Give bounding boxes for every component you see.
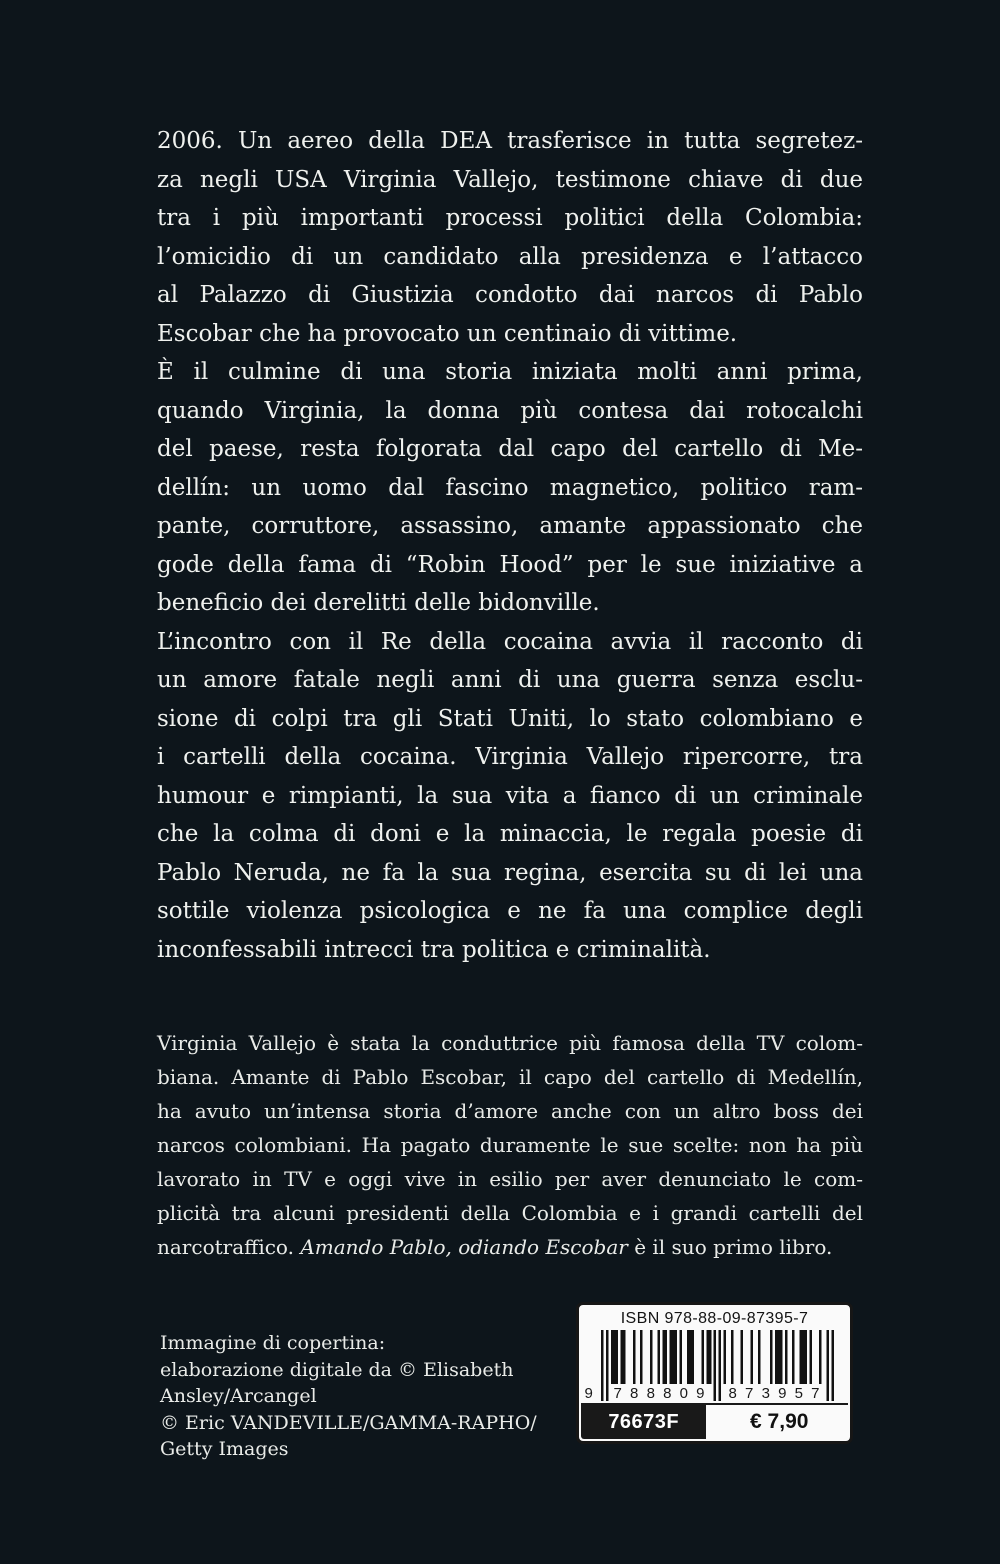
isbn-barcode-box xyxy=(576,1302,853,1444)
text-line: Escobar che ha provocato un centinaio di vittime. xyxy=(157,320,738,347)
barcode-first-digit: 9 xyxy=(584,1385,593,1402)
text-line: ha avuto un’intensa storia d’amore anche con un altro boss dei xyxy=(157,1099,863,1123)
barcode-left-digits xyxy=(609,1384,710,1403)
text-line: Ansley/Arcangel xyxy=(160,1385,317,1407)
text-line: humour e rimpianti, la sua vita a fianco di un criminale xyxy=(157,782,863,809)
barcode-digit: 8 xyxy=(630,1385,639,1402)
barcode-digit: 7 xyxy=(613,1385,622,1402)
text-line: È il culmine di una storia iniziata molti anni prima, xyxy=(157,359,863,385)
text-line: Pablo Neruda, ne fa la sua regina, esercita su di lei una xyxy=(157,859,863,886)
barcode-digit: 0 xyxy=(679,1385,688,1402)
text-line: elaborazione digitale da © Elisabeth xyxy=(160,1358,514,1381)
barcode-digit: 9 xyxy=(696,1385,705,1402)
text-line: quando Virginia, la donna più contesa dai rotocalchi xyxy=(157,397,863,424)
synopsis-paragraph-3 xyxy=(157,623,863,970)
text-line: Immagine di copertina: xyxy=(160,1332,386,1354)
text-line: che la colma di doni e la minaccia, le regala poesie di xyxy=(157,821,863,847)
barcode-digit: 3 xyxy=(761,1385,770,1402)
author-bio xyxy=(157,1026,863,1264)
text-line: beneficio dei derelitti delle bidonville. xyxy=(157,590,600,616)
book-title-italic: Amando Pablo, odiando Escobar xyxy=(300,1235,628,1259)
text-line: © Eric VANDEVILLE/GAMMA-RAPHO/ xyxy=(160,1411,537,1434)
text-line: al Palazzo di Giustizia condotto dai narcos di Pablo xyxy=(157,282,863,308)
barcode-right-digits xyxy=(724,1384,825,1403)
price-row xyxy=(581,1403,848,1439)
synopsis-paragraph-1 xyxy=(157,122,863,353)
barcode xyxy=(583,1330,847,1403)
text-line: L’incontro con il Re della cocaina avvia il racconto di xyxy=(157,628,863,655)
synopsis xyxy=(157,122,863,969)
synopsis-paragraph-2 xyxy=(157,353,863,623)
barcode-digit: 8 xyxy=(728,1385,737,1402)
author-bio-lines xyxy=(157,1026,863,1230)
text-line: lavorato in TV e oggi vive in esilio per aver denunciato le com- xyxy=(157,1167,863,1191)
text-line: Virginia Vallejo è stata la conduttrice più famosa della TV colom- xyxy=(157,1031,863,1055)
barcode-digit: 7 xyxy=(745,1385,754,1402)
text-line: biana. Amante di Pablo Escobar, il capo del cartello di Medellín, xyxy=(157,1065,863,1089)
price-label: € 7,90 xyxy=(750,1410,809,1433)
text-line: tra i più importanti processi politici della Colombia: xyxy=(157,205,863,231)
barcode-digit: 8 xyxy=(663,1385,672,1402)
text-line: inconfessabili intrecci tra politica e criminalità. xyxy=(157,936,711,963)
barcode-digit: 7 xyxy=(811,1385,820,1402)
text-line: del paese, resta folgorata dal capo del cartello di Me- xyxy=(157,436,863,462)
text-line: i cartelli della cocaina. Virginia Vallejo ripercorre, tra xyxy=(157,744,863,770)
text-line: un amore fatale negli anni di una guerra senza esclu- xyxy=(157,667,863,693)
text-line: sottile violenza psicologica e ne fa una complice degli xyxy=(157,898,863,924)
bio-text-before-title: narcotraffico. xyxy=(157,1235,301,1259)
text-line: sione di colpi tra gli Stati Uniti, lo stato colombiano e xyxy=(157,705,863,732)
text-line: narcos colombiani. Ha pagato duramente le sue scelte: non ha più xyxy=(157,1133,863,1157)
cover-image-credits xyxy=(160,1330,590,1463)
bio-text-after-title: è il suo primo libro. xyxy=(627,1235,833,1259)
text-line: za negli USA Virginia Vallejo, testimone chiave di due xyxy=(157,166,863,193)
text-line: dellín: un uomo dal fascino magnetico, politico ram- xyxy=(157,474,863,501)
text-line: Getty Images xyxy=(160,1438,289,1460)
barcode-digit: 9 xyxy=(778,1385,787,1402)
barcode-digit: 8 xyxy=(646,1385,655,1402)
barcode-digit: 5 xyxy=(794,1385,803,1402)
author-bio-last-line xyxy=(157,1230,863,1264)
text-line: l’omicidio di un candidato alla presidenza e l’attacco xyxy=(157,243,863,270)
text-line: gode della fama di “Robin Hood” per le sue iniziative a xyxy=(157,551,863,578)
text-line: plicità tra alcuni presidenti della Colombia e i grandi cartelli del xyxy=(157,1201,863,1225)
text-line: pante, corruttore, assassino, amante appassionato che xyxy=(157,513,863,539)
edition-code-label: 76673F xyxy=(581,1405,706,1439)
isbn-label: ISBN 978-88-09-87395-7 xyxy=(620,1310,809,1327)
text-line: 2006. Un aereo della DEA trasferisce in tutta segretez- xyxy=(157,128,863,154)
